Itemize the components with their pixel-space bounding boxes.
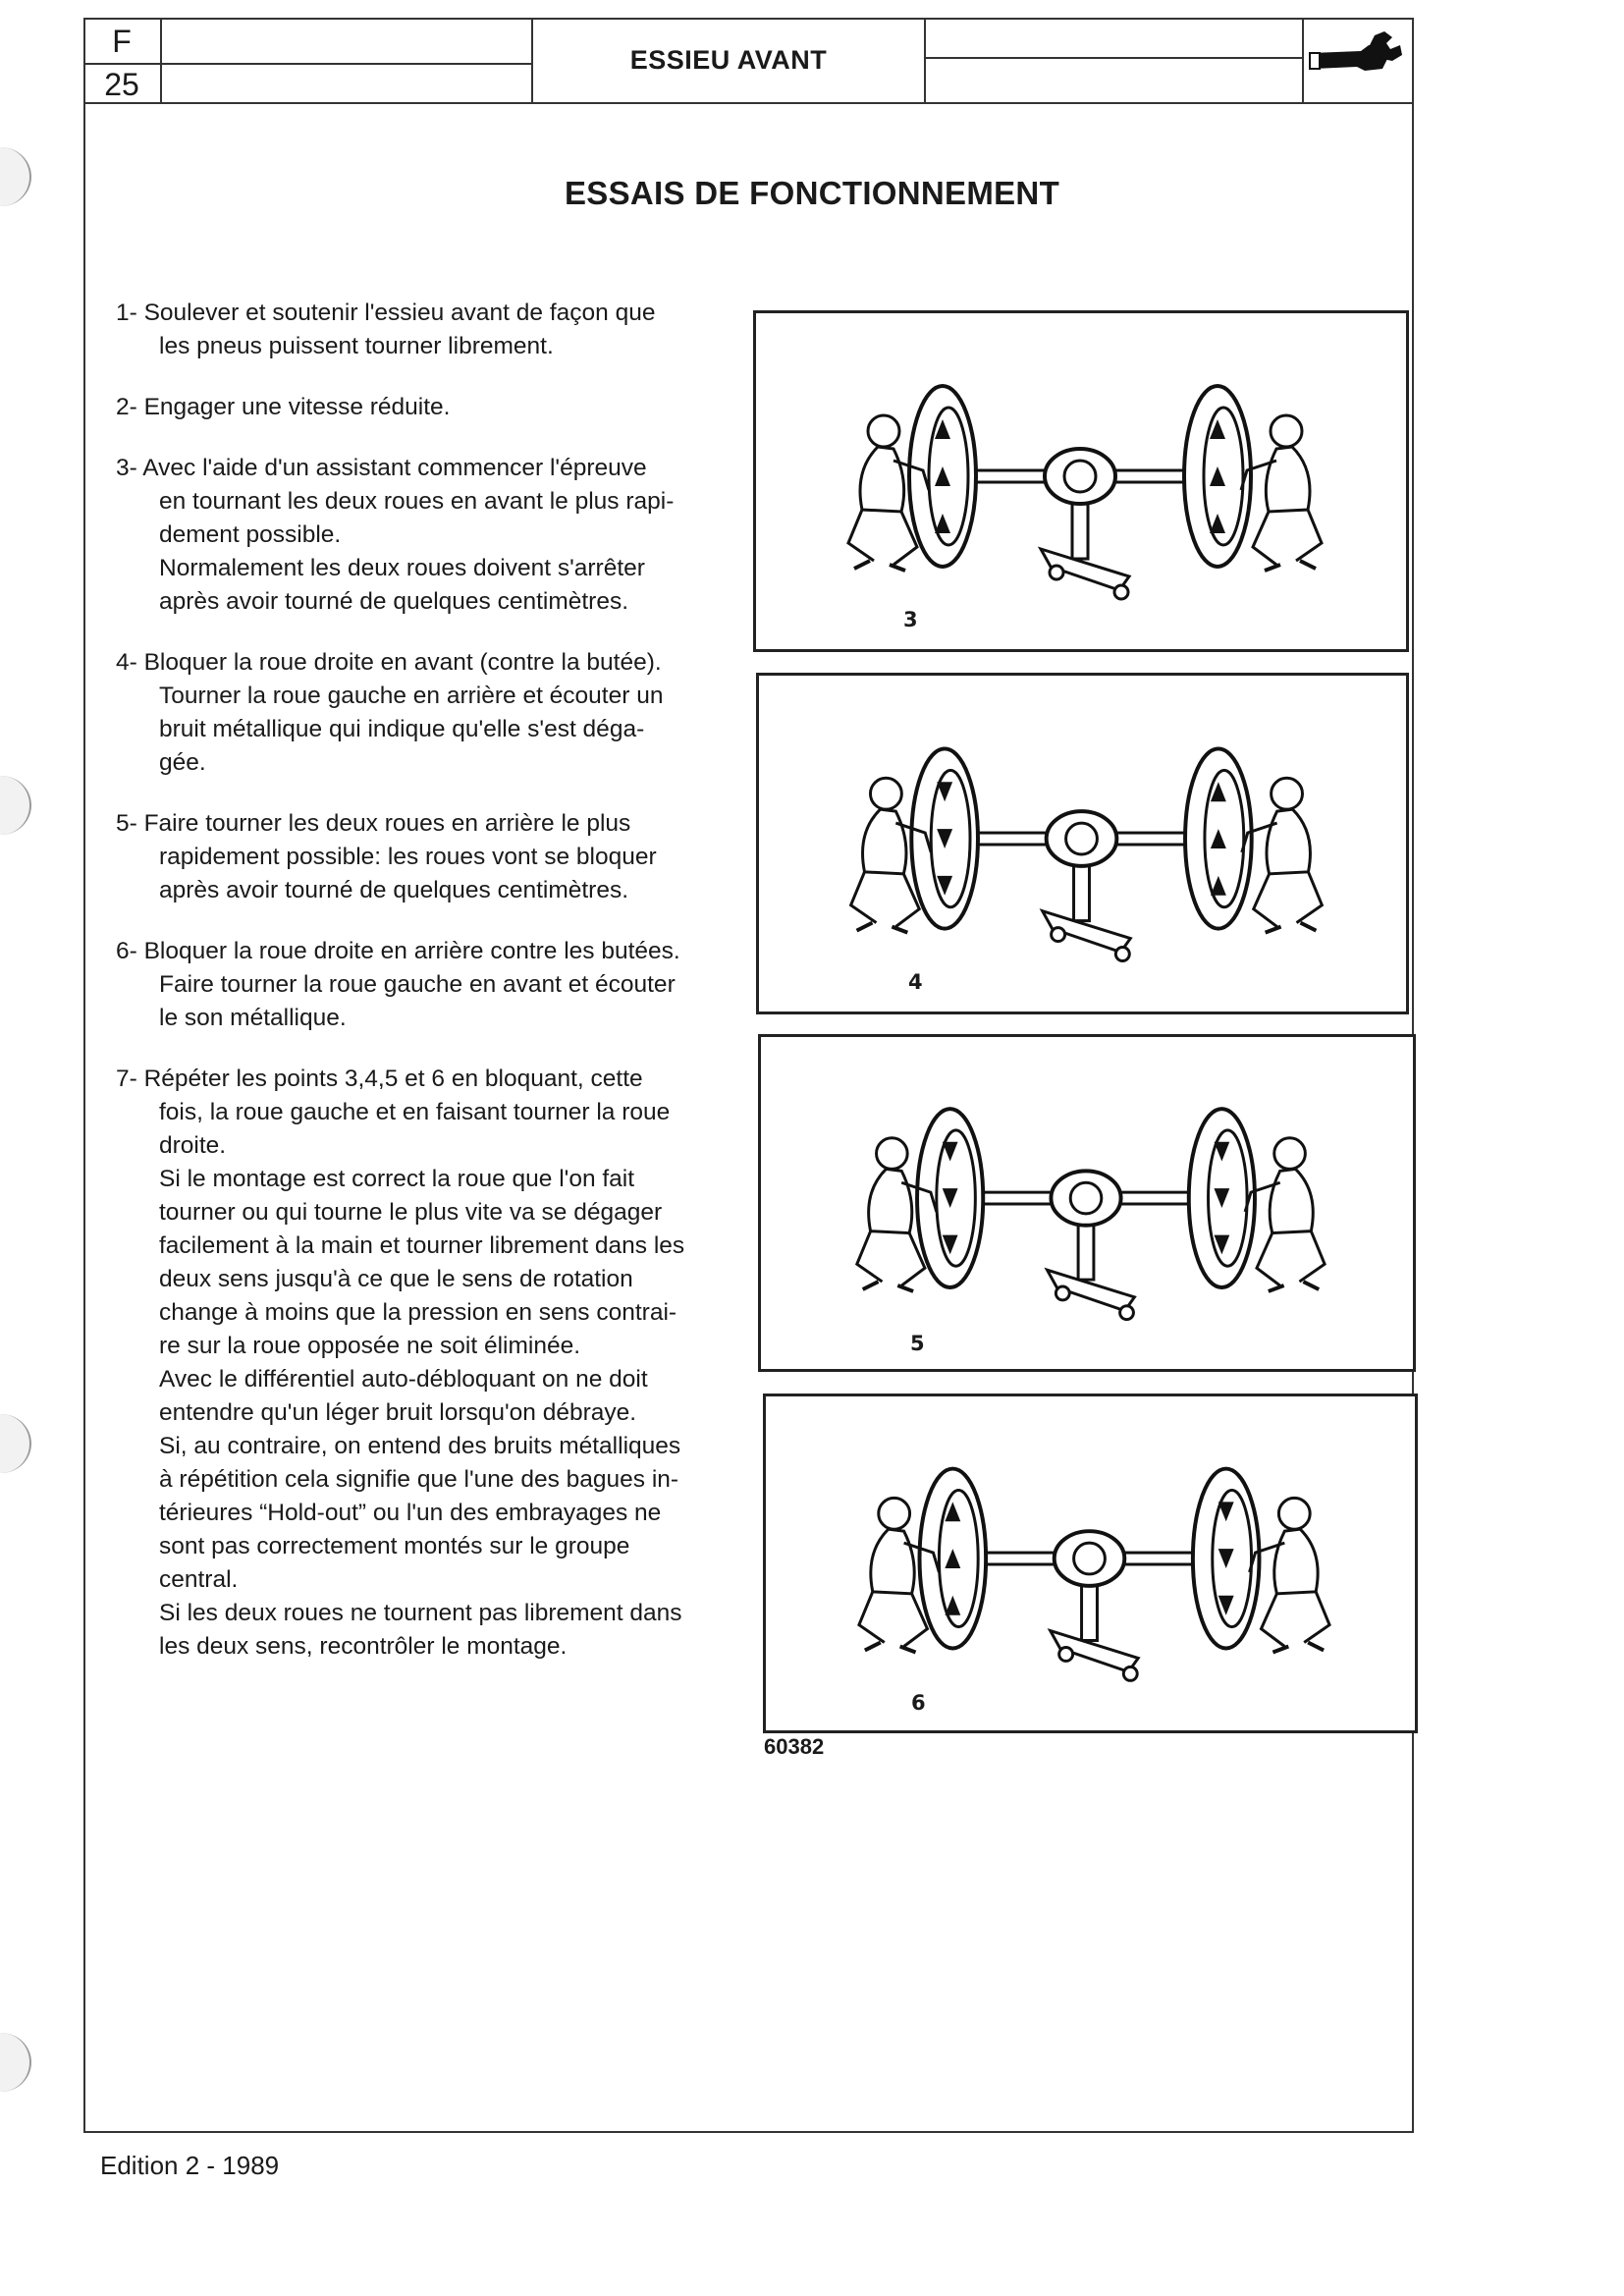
step-line: le son métallique. [159, 1005, 347, 1031]
step-item [116, 452, 746, 619]
figure-4 [756, 673, 1409, 1014]
step-line: central. [159, 1566, 239, 1593]
figure-5 [758, 1034, 1416, 1372]
left-wheel [911, 748, 978, 928]
step-item [116, 1063, 746, 1664]
step-line: les pneus puissent tourner librement. [159, 333, 554, 359]
jack-stand [1082, 1586, 1098, 1641]
section-code-cell [83, 18, 162, 102]
edition-footer: Edition 2 - 1989 [100, 2151, 280, 2180]
step-line: Si le montage est correct la roue que l'on fait [159, 1166, 635, 1192]
step-line: tourner ou qui tourne le plus vite va se dégager [159, 1199, 663, 1226]
step-line: entendre qu'un léger bruit lorsqu'on débraye. [159, 1399, 637, 1426]
step-line: à répétition cela signifie que l'une des bagues in- [159, 1466, 679, 1493]
figure-3 [753, 310, 1409, 652]
left-wheel [920, 1469, 987, 1649]
axle-test-illustration [761, 1037, 1413, 1369]
axle-test-illustration [759, 676, 1406, 1011]
right-wheel [1185, 748, 1252, 928]
step-line: les deux sens, recontrôler le montage. [159, 1633, 568, 1660]
step-line: Faire tourner la roue gauche en avant et écouter [159, 971, 676, 998]
step-line: 7- Répéter les points 3,4,5 et 6 en bloquant, cette [116, 1066, 643, 1092]
step-item [116, 646, 746, 780]
step-line: deux sens jusqu'à ce que le sens de rotation [159, 1266, 633, 1292]
step-line: 6- Bloquer la roue droite en arrière contre les butées. [116, 938, 680, 964]
step-line: 5- Faire tourner les deux roues en arrière le plus [116, 810, 631, 837]
header-blank-cell [162, 18, 533, 102]
figure-label: 4 [908, 970, 923, 994]
section-letter: F [83, 18, 160, 65]
figure-reference-code: 60382 [764, 1734, 825, 1759]
step-line: rapidement possible: les roues vont se bloquer [159, 844, 657, 870]
step-line: 1- Soulever et soutenir l'essieu avant de façon que [116, 300, 656, 326]
left-wheel [909, 386, 976, 567]
step-line: Si, au contraire, on entend des bruits métalliques [159, 1433, 681, 1459]
mechanic-figure [1242, 778, 1323, 932]
binder-hole [0, 2033, 31, 2092]
step-line: en tournant les deux roues en avant le plus rapi- [159, 488, 675, 515]
step-line: re sur la roue opposée ne soit éliminée. [159, 1333, 581, 1359]
step-line: bruit métallique qui indique qu'elle s'est déga- [159, 716, 645, 742]
binder-hole [0, 776, 31, 835]
jack-stand [1078, 1226, 1094, 1280]
step-item [116, 807, 746, 907]
step-line: 4- Bloquer la roue droite en avant (contre la butée). [116, 649, 662, 676]
binder-hole [0, 1414, 31, 1473]
step-line: change à moins que la pression en sens contrai- [159, 1299, 677, 1326]
figure-label: 6 [911, 1691, 926, 1715]
mechanic-figure [1250, 1498, 1330, 1652]
step-line: térieures “Hold-out” ou l'un des embrayages ne [159, 1500, 662, 1526]
page-header [83, 18, 1414, 104]
step-item [116, 935, 746, 1035]
step-line: 2- Engager une vitesse réduite. [116, 394, 451, 420]
hand-wrench-icon [1304, 18, 1412, 102]
jack-stand [1072, 504, 1088, 559]
page-number: 25 [104, 67, 139, 102]
page-title: ESSAIS DE FONCTIONNEMENT [564, 175, 1060, 211]
left-wheel [917, 1109, 983, 1287]
figure-6 [763, 1394, 1418, 1733]
steps-list [116, 297, 746, 1691]
step-line: fois, la roue gauche et en faisant tourner la roue [159, 1099, 671, 1125]
step-line: droite. [159, 1132, 227, 1159]
step-line: après avoir tourné de quelques centimètres. [159, 877, 629, 903]
jack-stand [1074, 866, 1090, 921]
step-item [116, 297, 746, 363]
step-item [116, 391, 746, 424]
step-line: après avoir tourné de quelques centimètres. [159, 588, 629, 615]
section-title: ESSIEU AVANT [533, 18, 926, 102]
mechanic-figure [1241, 415, 1322, 571]
axle-test-illustration [766, 1396, 1415, 1730]
step-line: Normalement les deux roues doivent s'arrêter [159, 555, 645, 581]
step-line: facilement à la main et tourner librement dans les [159, 1232, 685, 1259]
step-line: Avec le différentiel auto-débloquant on ne doit [159, 1366, 648, 1393]
step-line: gée. [159, 749, 206, 776]
step-line: dement possible. [159, 521, 342, 548]
step-line: Si les deux roues ne tournent pas librement dans [159, 1600, 682, 1626]
figure-label: 3 [903, 608, 918, 631]
header-right-cell [926, 18, 1304, 102]
step-line: 3- Avec l'aide d'un assistant commencer l'épreuve [116, 455, 647, 481]
right-wheel [1193, 1469, 1260, 1649]
step-line: sont pas correctement montés sur le groupe [159, 1533, 630, 1559]
right-wheel [1184, 386, 1251, 567]
step-line: Tourner la roue gauche en arrière et écouter un [159, 683, 664, 709]
axle-test-illustration [756, 313, 1406, 649]
right-wheel [1189, 1109, 1255, 1287]
mechanic-figure [1245, 1138, 1325, 1291]
figure-label: 5 [910, 1332, 925, 1355]
